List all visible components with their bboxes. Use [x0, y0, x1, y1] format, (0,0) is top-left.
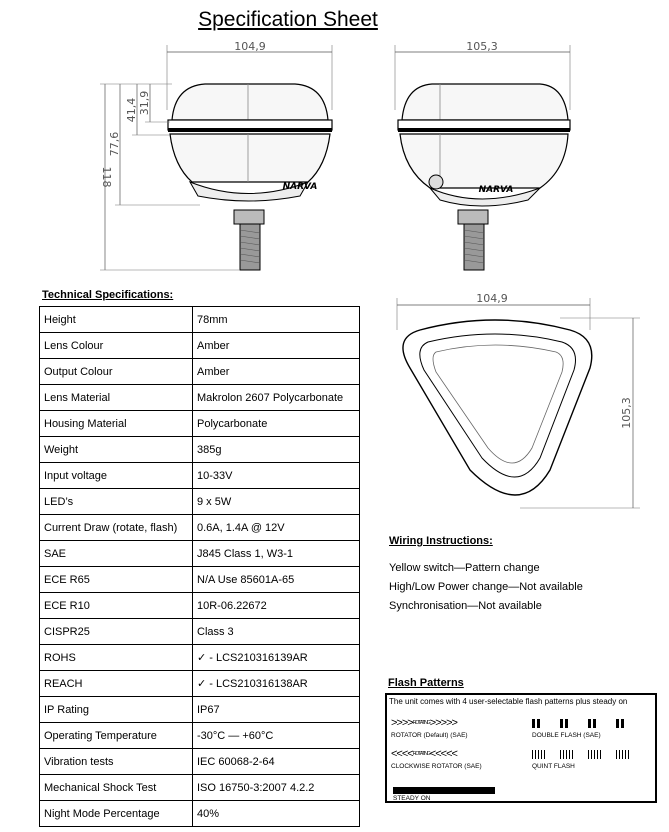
steady-on-label: STEADY ON: [393, 795, 431, 802]
spec-value: IP67: [193, 697, 360, 723]
spec-row: [40, 671, 360, 697]
quint-flash-label: QUINT FLASH: [532, 763, 575, 770]
spec-label: Height: [40, 307, 193, 333]
spec-label: Mechanical Shock Test: [40, 775, 193, 801]
steady-on-bar: [393, 787, 495, 794]
spec-value: N/A Use 85601A-65: [193, 567, 360, 593]
spec-value: ✓ - LCS210316139AR: [193, 645, 360, 671]
rotating-tag: ROTATING: [412, 720, 430, 727]
spec-row: [40, 489, 360, 515]
spec-row: [40, 385, 360, 411]
spec-value: ✓ - LCS210316138AR: [193, 671, 360, 697]
spec-row: [40, 463, 360, 489]
spec-value: 9 x 5W: [193, 489, 360, 515]
spec-row: [40, 541, 360, 567]
side-width-label: 105,3: [466, 40, 498, 53]
spec-value: 78mm: [193, 307, 360, 333]
spec-value: 40%: [193, 801, 360, 827]
spec-row: [40, 619, 360, 645]
front-view: [100, 45, 332, 270]
top-view: [397, 298, 640, 508]
spec-label: ROHS: [40, 645, 193, 671]
spec-row: [40, 515, 360, 541]
spec-row: [40, 723, 360, 749]
spec-label: LED’s: [40, 489, 193, 515]
spec-value: J845 Class 1, W3-1: [193, 541, 360, 567]
quint-flash-bars: [532, 750, 640, 760]
spec-value: Makrolon 2607 Polycarbonate: [193, 385, 360, 411]
front-logo: NARVA: [282, 182, 318, 192]
spec-value: -30°C — +60°C: [193, 723, 360, 749]
spec-label: ECE R65: [40, 567, 193, 593]
clockwise-arrows-icon: <<<<ROTATING<<<<<: [391, 748, 457, 760]
spec-table: [39, 306, 360, 827]
spec-label: Night Mode Percentage: [40, 801, 193, 827]
spec-label: SAE: [40, 541, 193, 567]
dome-height-label: 41,4: [125, 97, 138, 123]
wiring-line: High/Low Power change—Not available: [389, 581, 583, 593]
spec-label: Operating Temperature: [40, 723, 193, 749]
double-flash-label: DOUBLE FLASH (SAE): [532, 732, 601, 739]
page-title: Specification Sheet: [198, 8, 378, 31]
spec-label: REACH: [40, 671, 193, 697]
spec-value: 385g: [193, 437, 360, 463]
rotator-arrows-icon: >>>>ROTATING>>>>>: [391, 717, 457, 729]
spec-value: Amber: [193, 333, 360, 359]
spec-value: ISO 16750-3:2007 4.2.2: [193, 775, 360, 801]
clockwise-label: CLOCKWISE ROTATOR (SAE): [391, 763, 482, 770]
spec-value: IEC 60068-2-64: [193, 749, 360, 775]
double-flash-bars: [532, 719, 640, 729]
spec-label: Vibration tests: [40, 749, 193, 775]
spec-label: ECE R10: [40, 593, 193, 619]
spec-row: [40, 801, 360, 827]
spec-row: [40, 359, 360, 385]
wiring-heading: Wiring Instructions:: [389, 535, 493, 547]
spec-row: [40, 411, 360, 437]
spec-label: Housing Material: [40, 411, 193, 437]
spec-label: Weight: [40, 437, 193, 463]
spec-label: Output Colour: [40, 359, 193, 385]
body-height-label: 77,6: [108, 131, 121, 157]
rotating-tag: ROTATING: [412, 751, 430, 758]
spec-label: Lens Colour: [40, 333, 193, 359]
flash-heading: Flash Patterns: [388, 677, 464, 689]
spec-heading: Technical Specifications:: [42, 289, 174, 301]
side-view: [395, 45, 570, 270]
spec-value: Class 3: [193, 619, 360, 645]
spec-row: [40, 567, 360, 593]
spec-label: Input voltage: [40, 463, 193, 489]
spec-row: [40, 307, 360, 333]
lens-height-label: 31,9: [138, 90, 151, 116]
spec-row: [40, 333, 360, 359]
spec-label: CISPR25: [40, 619, 193, 645]
spec-value: Polycarbonate: [193, 411, 360, 437]
spec-label: Lens Material: [40, 385, 193, 411]
front-width-label: 104,9: [234, 40, 266, 53]
side-logo: NARVA: [478, 185, 514, 195]
rotator-label: ROTATOR (Default) (SAE): [391, 732, 468, 739]
spec-value: 0.6A, 1.4A @ 12V: [193, 515, 360, 541]
spec-row: [40, 645, 360, 671]
spec-value: 10-33V: [193, 463, 360, 489]
flash-patterns-box: [385, 693, 657, 803]
top-depth-label: 105,3: [620, 397, 633, 429]
total-height-label: 118: [100, 166, 113, 188]
quint-flash-icon: [532, 750, 640, 760]
spec-value: 10R-06.22672: [193, 593, 360, 619]
spec-row: [40, 749, 360, 775]
wiring-line: Yellow switch—Pattern change: [389, 562, 540, 574]
wiring-line: Synchronisation—Not available: [389, 600, 542, 612]
spec-row: [40, 775, 360, 801]
spec-value: Amber: [193, 359, 360, 385]
flash-intro: The unit comes with 4 user-selectable flash patterns plus steady on: [389, 697, 628, 706]
spec-row: [40, 437, 360, 463]
spec-row: [40, 697, 360, 723]
wiring-instructions: [389, 559, 583, 616]
spec-label: IP Rating: [40, 697, 193, 723]
double-flash-icon: [532, 719, 640, 729]
spec-row: [40, 593, 360, 619]
spec-label: Current Draw (rotate, flash): [40, 515, 193, 541]
top-width-label: 104,9: [476, 292, 508, 305]
